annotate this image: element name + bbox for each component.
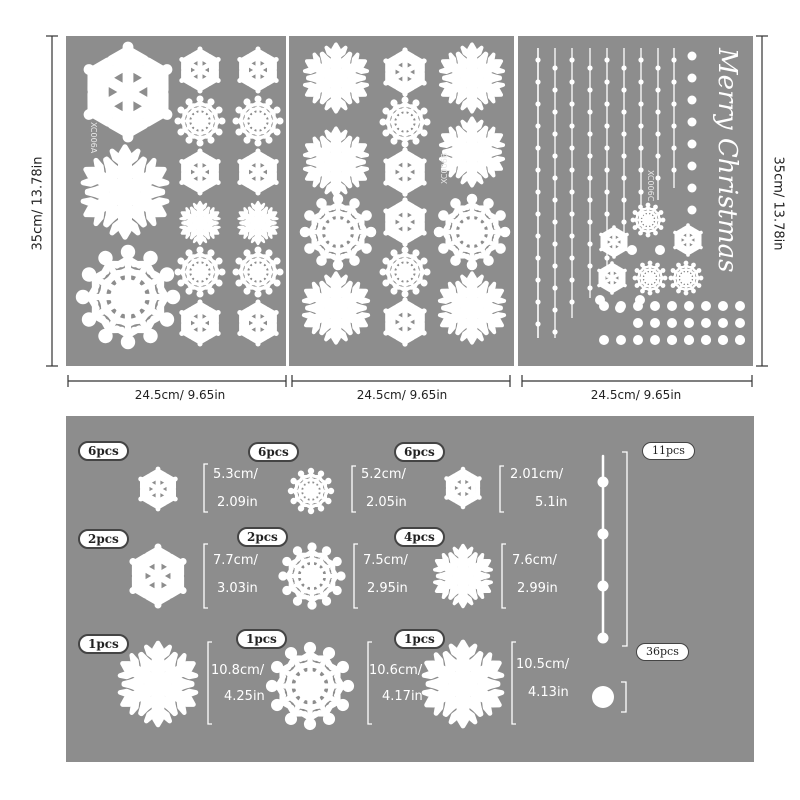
dot-sticker xyxy=(735,335,745,345)
strand-sample xyxy=(598,456,608,643)
strand-bead xyxy=(604,255,609,260)
strand-bead xyxy=(671,101,676,106)
strand-bead xyxy=(621,153,626,158)
strand-bead xyxy=(587,285,592,290)
width-label-b: 24.5cm/ 9.65in xyxy=(356,388,448,402)
sheet-c-snowflakes xyxy=(596,203,704,295)
strand-bead xyxy=(655,87,660,92)
strand-bead xyxy=(587,219,592,224)
size-cm-row2-c: 7.6cm/ xyxy=(512,553,557,568)
strand-bead xyxy=(569,101,574,106)
strand-bead xyxy=(621,87,626,92)
strand-bead xyxy=(552,87,557,92)
strand-bead xyxy=(587,109,592,114)
strand-bead xyxy=(655,65,660,70)
strand-bead xyxy=(552,109,557,114)
height-label-right: 35cm/ 13.78in xyxy=(770,156,786,251)
strand-bead xyxy=(569,211,574,216)
strand-bead xyxy=(671,167,676,172)
dot-sticker xyxy=(688,162,697,171)
qty-label-row2-c: 4pcs xyxy=(394,527,445,547)
dot-sticker xyxy=(667,335,677,345)
strand-bead xyxy=(621,219,626,224)
sheet-code-a: XC006A xyxy=(89,122,98,154)
dot-sticker xyxy=(688,206,697,215)
strand-bead xyxy=(552,175,557,180)
dot-sticker xyxy=(684,301,694,311)
strand-bead xyxy=(552,329,557,334)
strand-bead xyxy=(604,189,609,194)
strand-bead xyxy=(535,255,540,260)
size-in-row2-c: 2.99in xyxy=(517,581,558,596)
size-guide-snowflakes xyxy=(114,469,509,729)
size-in-row1-b: 2.05in xyxy=(366,495,407,510)
dot-sticker xyxy=(667,318,677,328)
dot-sticker xyxy=(688,140,697,149)
strand-bead xyxy=(638,79,643,84)
strand-bead xyxy=(535,101,540,106)
dot-sticker xyxy=(616,335,626,345)
dot-sticker xyxy=(688,74,697,83)
dot-sticker xyxy=(650,301,660,311)
strand-bead xyxy=(569,233,574,238)
qty-label-row3-c: 1pcs xyxy=(394,629,445,649)
strand-bead xyxy=(604,167,609,172)
sheet-code-b: XC006B xyxy=(440,152,449,184)
strand-bead xyxy=(535,321,540,326)
strand-bead xyxy=(535,277,540,282)
strand-bead xyxy=(604,211,609,216)
strand-bead xyxy=(535,123,540,128)
sheet-b-snowflakes xyxy=(299,44,510,344)
qty-label-row3-b: 1pcs xyxy=(236,629,287,649)
strand-bead xyxy=(671,145,676,150)
dot-sticker xyxy=(718,335,728,345)
dot-sticker xyxy=(650,318,660,328)
strand-bead xyxy=(587,241,592,246)
size-cm-row3-a: 10.8cm/ xyxy=(211,663,265,678)
strand-bead xyxy=(671,79,676,84)
size-cm-row3-b: 10.6cm/ xyxy=(369,663,423,678)
dot-sticker xyxy=(635,295,645,305)
strand-bead xyxy=(535,189,540,194)
dot-sticker xyxy=(650,335,660,345)
merry-christmas-text: Merry Christmas xyxy=(712,48,742,273)
strand-bead xyxy=(638,123,643,128)
height-label-left: 35cm/ 13.78in xyxy=(30,156,46,251)
strand-bead xyxy=(552,65,557,70)
strand-bead xyxy=(569,255,574,260)
dot-sticker xyxy=(684,335,694,345)
dot-sticker xyxy=(667,301,677,311)
strand-bead xyxy=(569,167,574,172)
strand-bead xyxy=(552,131,557,136)
dot-sticker xyxy=(684,318,694,328)
dot-sticker xyxy=(595,295,605,305)
strand-bead xyxy=(569,79,574,84)
strand-bead xyxy=(604,57,609,62)
strand-bead xyxy=(587,65,592,70)
dot-sticker xyxy=(701,318,711,328)
strand-bead xyxy=(671,123,676,128)
strand-bead xyxy=(587,197,592,202)
strand-bead xyxy=(638,57,643,62)
size-cm-row2-a: 7.7cm/ xyxy=(213,553,258,568)
strand-bead xyxy=(604,101,609,106)
strand-bead xyxy=(535,167,540,172)
strand-bead xyxy=(552,219,557,224)
dot-sticker xyxy=(701,335,711,345)
strand-bead xyxy=(535,299,540,304)
size-in-row3-b: 4.17in xyxy=(382,689,423,704)
strand-bead xyxy=(552,153,557,158)
size-cm-row3-c: 10.5cm/ xyxy=(516,657,570,672)
dot-sticker xyxy=(688,96,697,105)
size-cm-row1-c: 2.01cm/ xyxy=(510,467,564,482)
strand-bead xyxy=(604,145,609,150)
size-in-row3-c: 4.13in xyxy=(528,685,569,700)
strand-bead xyxy=(587,263,592,268)
strand-bead xyxy=(587,131,592,136)
sheet-code-c: XC006C xyxy=(646,170,655,202)
strand-bead xyxy=(655,175,660,180)
dot-sticker xyxy=(599,335,609,345)
strand-bead xyxy=(569,277,574,282)
qty-label-row3-a: 1pcs xyxy=(78,634,129,654)
dot-sticker xyxy=(655,245,665,255)
strand-bead xyxy=(552,263,557,268)
strand-bead xyxy=(638,167,643,172)
strand-bead xyxy=(621,109,626,114)
strand-bead xyxy=(655,153,660,158)
dot-sticker xyxy=(735,318,745,328)
strand-bead xyxy=(638,189,643,194)
dot-sticker xyxy=(633,335,643,345)
width-label-a: 24.5cm/ 9.65in xyxy=(134,388,226,402)
width-label-c: 24.5cm/ 9.65in xyxy=(590,388,682,402)
qty-label-row2-b: 2pcs xyxy=(237,527,288,547)
strand-bead xyxy=(552,307,557,312)
strand-bead xyxy=(638,145,643,150)
strand-bead xyxy=(552,285,557,290)
dot-qty-label: 36pcs xyxy=(636,643,689,661)
size-in-row1-a: 2.09in xyxy=(217,495,258,510)
strand-bead xyxy=(655,109,660,114)
strand-bead xyxy=(621,131,626,136)
dot-sticker xyxy=(688,52,697,61)
strand-bead xyxy=(655,131,660,136)
strand-bead xyxy=(621,197,626,202)
strand-bead xyxy=(587,153,592,158)
strand-bead xyxy=(569,145,574,150)
size-cm-row1-b: 5.2cm/ xyxy=(361,467,406,482)
hanging-dot-strands xyxy=(535,48,676,338)
strand-bead xyxy=(535,233,540,238)
size-in-row3-a: 4.25in xyxy=(224,689,265,704)
dot-sticker xyxy=(718,301,728,311)
strand-bead xyxy=(587,87,592,92)
dot-sticker xyxy=(735,301,745,311)
strand-bead xyxy=(671,57,676,62)
strand-bead xyxy=(587,175,592,180)
size-cm-row1-a: 5.3cm/ xyxy=(213,467,258,482)
strand-bead xyxy=(569,123,574,128)
dot-sticker xyxy=(688,184,697,193)
strand-bead xyxy=(604,79,609,84)
strand-bead xyxy=(569,57,574,62)
strand-bead xyxy=(638,101,643,106)
dot-sticker xyxy=(718,318,728,328)
size-in-row1-c: 5.1in xyxy=(535,495,568,510)
strand-bead xyxy=(535,57,540,62)
dot-sample xyxy=(592,686,614,708)
qty-label-row1-a: 6pcs xyxy=(78,441,129,461)
strand-bead xyxy=(621,175,626,180)
qty-label-row2-a: 2pcs xyxy=(78,529,129,549)
strand-bead xyxy=(552,197,557,202)
strand-bead xyxy=(569,299,574,304)
strand-bead xyxy=(535,145,540,150)
sheet-a-snowflakes xyxy=(76,47,282,347)
strand-bead xyxy=(604,123,609,128)
dot-sticker xyxy=(688,118,697,127)
strand-bead xyxy=(621,65,626,70)
size-in-row2-a: 3.03in xyxy=(217,581,258,596)
strand-bead xyxy=(535,211,540,216)
dot-sticker xyxy=(701,301,711,311)
strand-qty-label: 11pcs xyxy=(642,442,695,460)
dot-sticker xyxy=(615,303,625,313)
strand-bead xyxy=(535,79,540,84)
qty-label-row1-b: 6pcs xyxy=(248,442,299,462)
size-in-row2-b: 2.95in xyxy=(367,581,408,596)
dot-sticker xyxy=(633,318,643,328)
size-cm-row2-b: 7.5cm/ xyxy=(363,553,408,568)
qty-label-row1-c: 6pcs xyxy=(394,442,445,462)
strand-bead xyxy=(569,189,574,194)
strand-bead xyxy=(552,241,557,246)
